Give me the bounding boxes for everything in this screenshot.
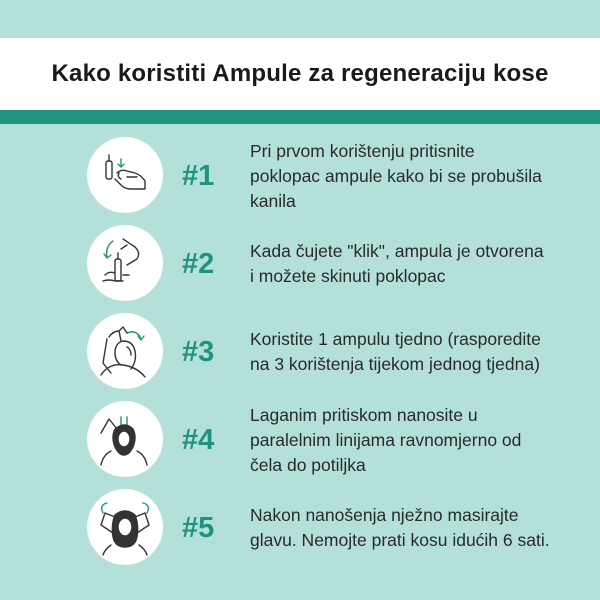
step-3 [0, 308, 600, 396]
top-band [0, 0, 600, 38]
step-3-illustration [87, 313, 163, 389]
step-3-text: Koristite 1 ampulu tjedno (rasporedite na 3 korištenja tijekom jednog tjedna) [250, 329, 541, 374]
step-4 [0, 396, 600, 484]
step-1-text: Pri prvom korištenju pritisnite poklopac ampule kako bi se probušila kanila [250, 140, 542, 211]
step-2-number: #2 [182, 247, 215, 280]
ampoule-press-icon [93, 143, 157, 207]
page-title: Kako koristiti Ampule za regeneraciju kose [51, 60, 549, 87]
step-1-number: #1 [182, 159, 215, 192]
step-2 [0, 220, 600, 308]
step-1 [0, 132, 600, 220]
ampoule-open-icon [93, 231, 157, 295]
step-5-illustration [87, 489, 163, 565]
step-5 [0, 484, 600, 572]
step-4-number: #4 [182, 423, 215, 456]
step-1-illustration [87, 137, 163, 213]
accent-bar [0, 110, 600, 124]
step-3-number: #3 [182, 335, 215, 368]
apply-lines-icon [93, 407, 157, 471]
step-5-number: #5 [182, 511, 215, 544]
step-4-illustration [87, 401, 163, 477]
steps-list [0, 124, 600, 600]
step-2-text: Kada čujete "klik", ampula je otvorena i možete skinuti poklopac [250, 241, 544, 286]
step-4-text: Laganim pritiskom nanosite u paralelnim linijama ravnomjerno od čela do potiljka [250, 404, 522, 475]
apply-side-icon [93, 319, 157, 383]
step-5-text: Nakon nanošenja nježno masirajte glavu. Nemojte prati kosu idućih 6 sati. [250, 505, 550, 550]
massage-head-icon [93, 495, 157, 559]
title-bar [0, 38, 600, 110]
step-2-illustration [87, 225, 163, 301]
